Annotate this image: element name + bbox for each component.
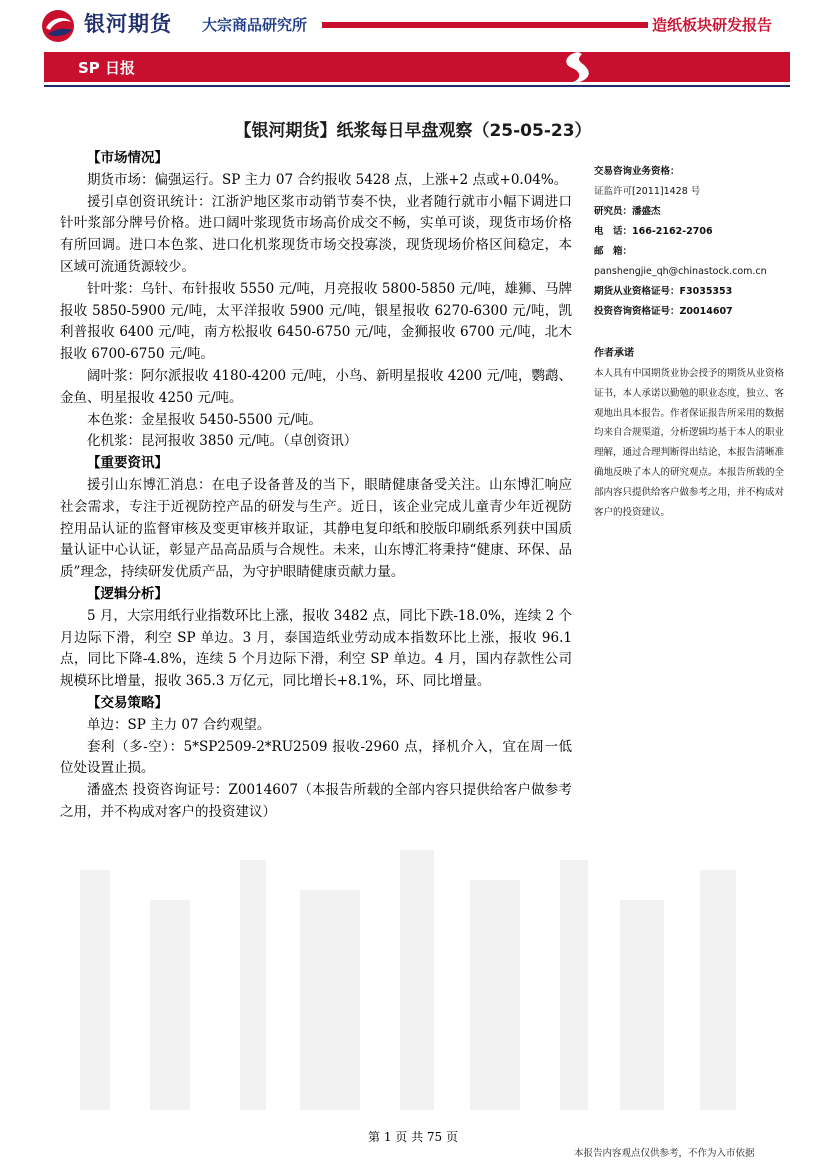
report-title: 【银河期货】纸浆每日早盘观察（25-05-23） <box>234 121 592 141</box>
swirl-decoration-icon <box>548 48 608 86</box>
body-paragraph: 5 月，大宗用纸行业指数环比上涨，报收 3482 点，同比下跌-18.0%，连续 2 个月边际下滑，利空 SP 单边。3 月，泰国造纸业劳动成本指数环比上涨，报收 96.1 点，同比下降-4.8%，连续 5 个月边际下滑，利空 SP 单边。4 月，国内存款性公司规模环比增量，报收 365.3 万亿元，同比增长+8.1%，环、同比增量。 <box>60 607 572 690</box>
section-heading: 【重要资讯】 <box>87 455 168 472</box>
section-heading: 【交易策略】 <box>87 694 168 711</box>
analyst-info-line: 投资咨询资格证号：Z0014607 <box>594 306 733 317</box>
body-paragraph: 化机浆：昆河报收 3850 元/吨。（卓创资讯） <box>87 433 358 450</box>
background-watermark <box>0 840 826 1130</box>
pledge-text: 本人具有中国期货业协会授予的期货从业资格证书，本人承诺以勤勉的职业态度，独立、客观地出具本报告。作者保证报告所采用的数据均来自合规渠道，分析逻辑均基于本人的职业理解，通过合理判断得出结论，本报告清晰准确地反映了本人的研究观点。本报告所载的全部内容只提供给客户做参考之用，并不构成对客户的投资建议。 <box>594 368 785 518</box>
section-heading: 【逻辑分析】 <box>87 585 168 602</box>
report-type-label: SP 日报 <box>78 59 136 77</box>
pledge-title: 作者承诺 <box>594 348 634 359</box>
brand-name: 银河期货 <box>84 12 172 36</box>
report-body <box>60 148 572 824</box>
body-paragraph: 期货市场：偏强运行。SP 主力 07 合约报收 5428 点，上涨+2 点或+0.04%。 <box>87 171 568 188</box>
analyst-info-line: 邮 箱： <box>594 246 633 257</box>
section-heading: 【市场情况】 <box>87 150 168 166</box>
body-paragraph: 援引山东博汇消息：在电子设备普及的当下，眼睛健康备受关注。山东博汇响应社会需求，专注于近视防控产品的研发与生产。近日，该企业完成儿童青少年近视防控用品认证的监督审核及变更审核并取证，其静电复印纸和胶版印刷纸系列获中国质量认证中心认证，彰显产品高品质与合规性。未来，山东博汇将秉持“健康、环保、品质”理念，持续研发优质产品，为守护眼睛健康贡献力量。 <box>60 476 572 581</box>
analyst-info <box>594 162 784 322</box>
analyst-info-line: 证监许可[2011]1428 号 <box>594 186 701 197</box>
header-rule <box>322 22 648 28</box>
disclaimer-note: 本报告内容观点仅供参考，不作为入市依据 <box>574 1148 755 1159</box>
report-type-bar <box>44 52 790 82</box>
body-paragraph: 针叶浆：乌针、布针报收 5550 元/吨，月亮报收 5800-5850 元/吨，雄狮、马牌报收 5850-5900 元/吨，太平洋报收 5900 元/吨，银星报收 6270-6300 元/吨，凯利普报收 6400 元/吨，南方松报收 6450-6750 元/吨，金狮报收 6700 元/吨，北木报收 6700-6750 元/吨。 <box>60 280 572 363</box>
analyst-info-line: 研究员：潘盛杰 <box>594 206 661 217</box>
body-paragraph: 本色浆：金星报收 5450-5500 元/吨。 <box>87 411 322 428</box>
body-paragraph: 援引卓创资讯统计：江浙沪地区浆市动销节奏不快，业者随行就市小幅下调进口针叶浆部分牌号价格。进口阔叶浆现货市场高价成交不畅，实单可谈，现货市场价格有所回调。进口本色浆、进口化机浆现货市场交投寡淡，现货现场价格区间稳定，本区域可流通货源较少。 <box>60 193 572 275</box>
body-paragraph: 潘盛杰 投资咨询证号：Z0014607（本报告所载的全部内容只提供给客户做参考之用，并不构成对客户的投资建议） <box>60 782 572 820</box>
analyst-info-line: 期货从业资格证号：F3035353 <box>594 286 733 297</box>
analyst-info-line: 交易咨询业务资格： <box>594 166 680 177</box>
header-divider <box>44 85 790 87</box>
page-number: 第 1 页 共 75 页 <box>368 1130 458 1144</box>
body-paragraph: 套利（多-空）：5*SP2509-2*RU2509 报收-2960 点，择机介入，宜在周一低位处设置止损。 <box>60 738 572 777</box>
body-paragraph: 阔叶浆：阿尔派报收 4180-4200 元/吨，小鸟、新明星报收 4200 元/吨，鹦鹉、金鱼、明星报收 4250 元/吨。 <box>60 367 572 406</box>
analyst-info-line: 电 话：166-2162-2706 <box>594 226 713 237</box>
sidebar <box>594 162 784 522</box>
galaxy-logo-icon <box>38 8 78 44</box>
institute-name: 大宗商品研究所 <box>202 16 308 34</box>
body-paragraph: 单边：SP 主力 07 合约观望。 <box>87 716 271 733</box>
report-series: 造纸板块研发报告 <box>652 16 773 34</box>
analyst-info-line: panshengjie_qh@chinastock.com.cn <box>594 266 767 277</box>
